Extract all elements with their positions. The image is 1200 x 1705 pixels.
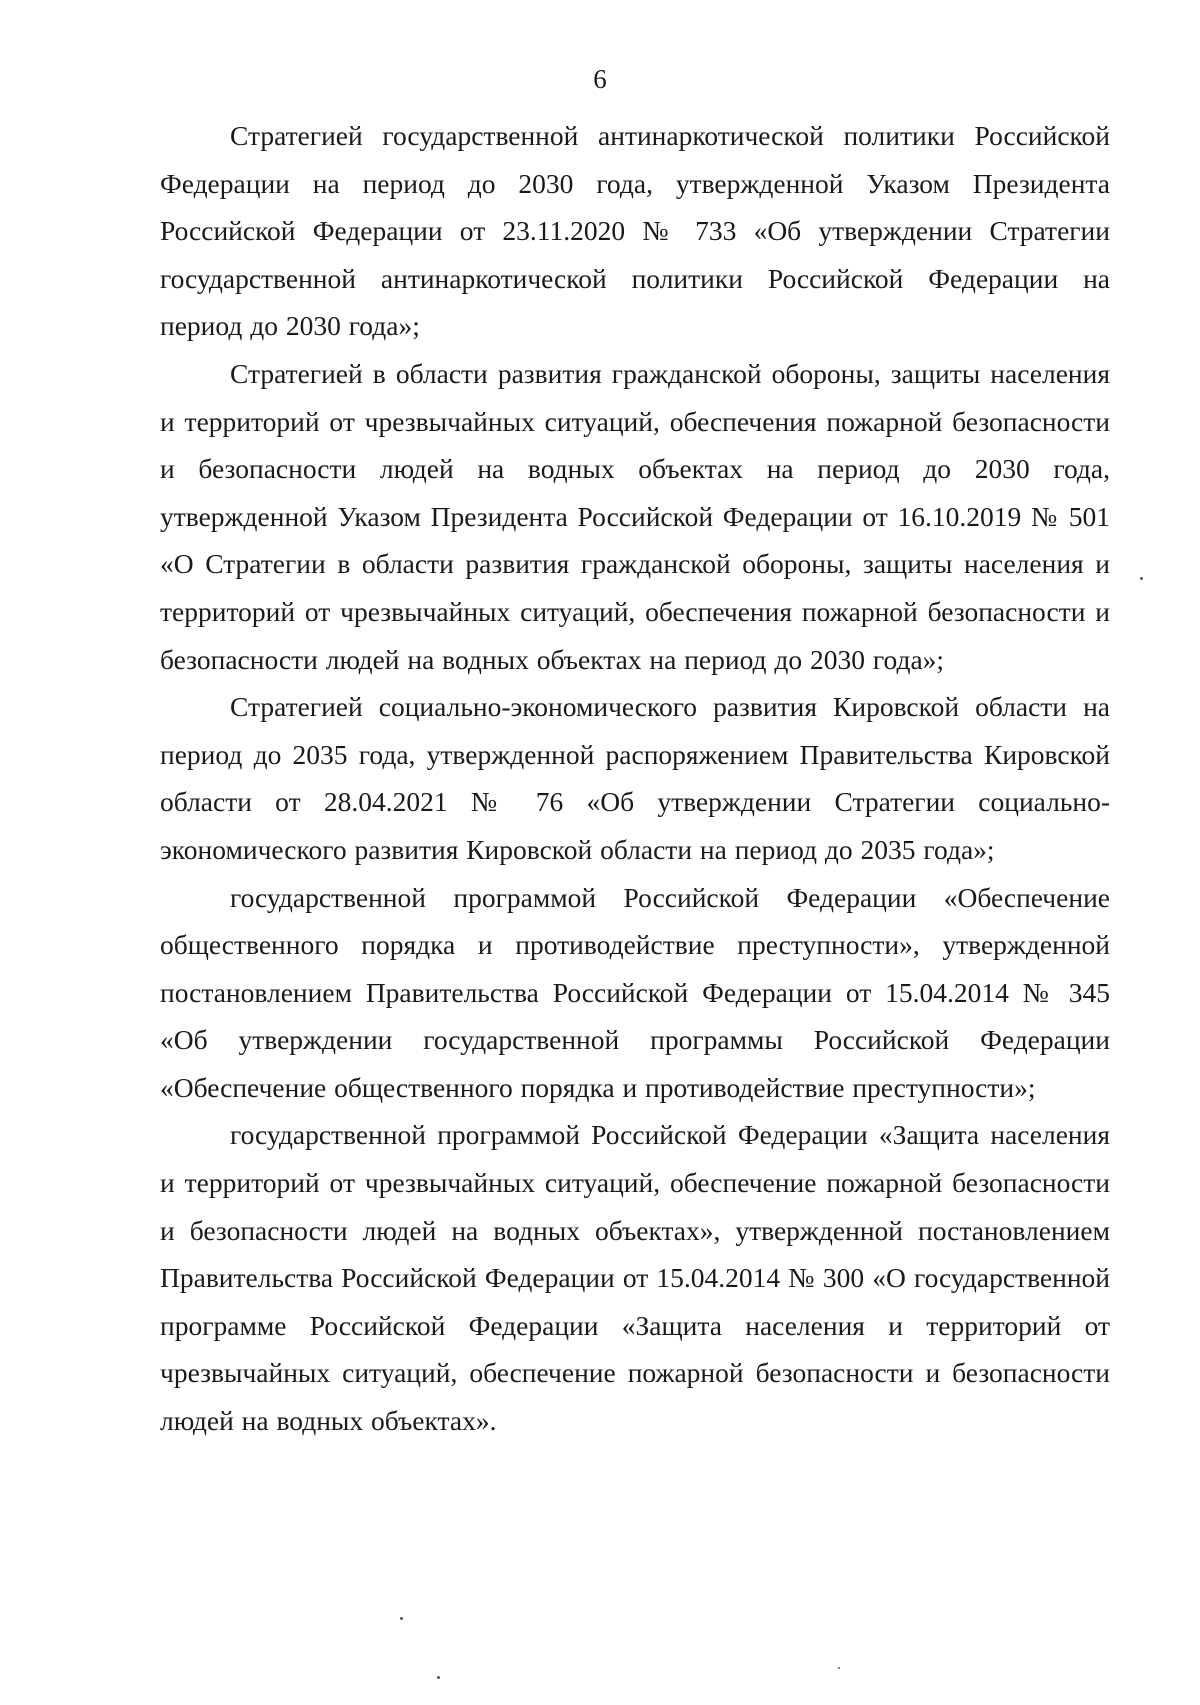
scan-speck [400, 1617, 403, 1620]
scan-speck [437, 1676, 440, 1679]
paragraph-kirov-development-strategy: Стратегией социально-экономического развития Кировской области на период до 2035 года, утвержденной распоряжением Правительства Кировской области от 28.04.2021 № 76 «Об утверждении Стратегии социально-экономического развития Кировской области на период до 2035 года»; [160, 691, 1110, 865]
paragraph-civil-defense-strategy: Стратегией в области развития гражданской обороны, защиты населения и территорий от чрезвычайных ситуаций, обеспечения пожарной безопасности и безопасности людей на водных объектах на период до 2030 года, утвержденной Указом Президента Российской Федерации от 16.10.2019 № 501 «О Стратегии в области развития гражданской обороны, защиты населения и территорий от чрезвычайных ситуаций, обеспечения пожарной безопасности и безопасности людей на водных объектах на период до 2030 года»; [160, 357, 1110, 675]
scan-speck [1140, 577, 1143, 580]
paragraph-antidrug-strategy: Стратегией государственной антинаркотической политики Российской Федерации на период до 2030 года, утвержденной Указом Президента Российской Федерации от 23.11.2020 № 733 «Об утверждении Стратегии государственной антинаркотической политики Российской Федерации на период до 2030 года»; [160, 120, 1110, 342]
paragraph-public-order-program: государственной программой Российской Федерации «Обеспечение общественного порядка и противодействие преступности», утвержденной постановлением Правительства Российской Федерации от 15.04.2014 № 345 «Об утверждении государственной программы Российской Федерации «Обеспечение общественного порядка и противодействие преступности»; [160, 881, 1110, 1103]
scan-speck [838, 1667, 840, 1669]
paragraph-emergency-protection-program: государственной программой Российской Федерации «Защита населения и территорий от чрезвычайных ситуаций, обеспечение пожарной безопасности и безопасности людей на водных объектах», утвержденной постановлением Правительства Российской Федерации от 15.04.2014 № 300 «О государственной программе Российской Федерации «Защита населения и территорий от чрезвычайных ситуаций, обеспечение пожарной безопасности и безопасности людей на водных объектах». [160, 1119, 1110, 1437]
document-body [160, 112, 1110, 1445]
page-number: 6 [593, 64, 607, 94]
